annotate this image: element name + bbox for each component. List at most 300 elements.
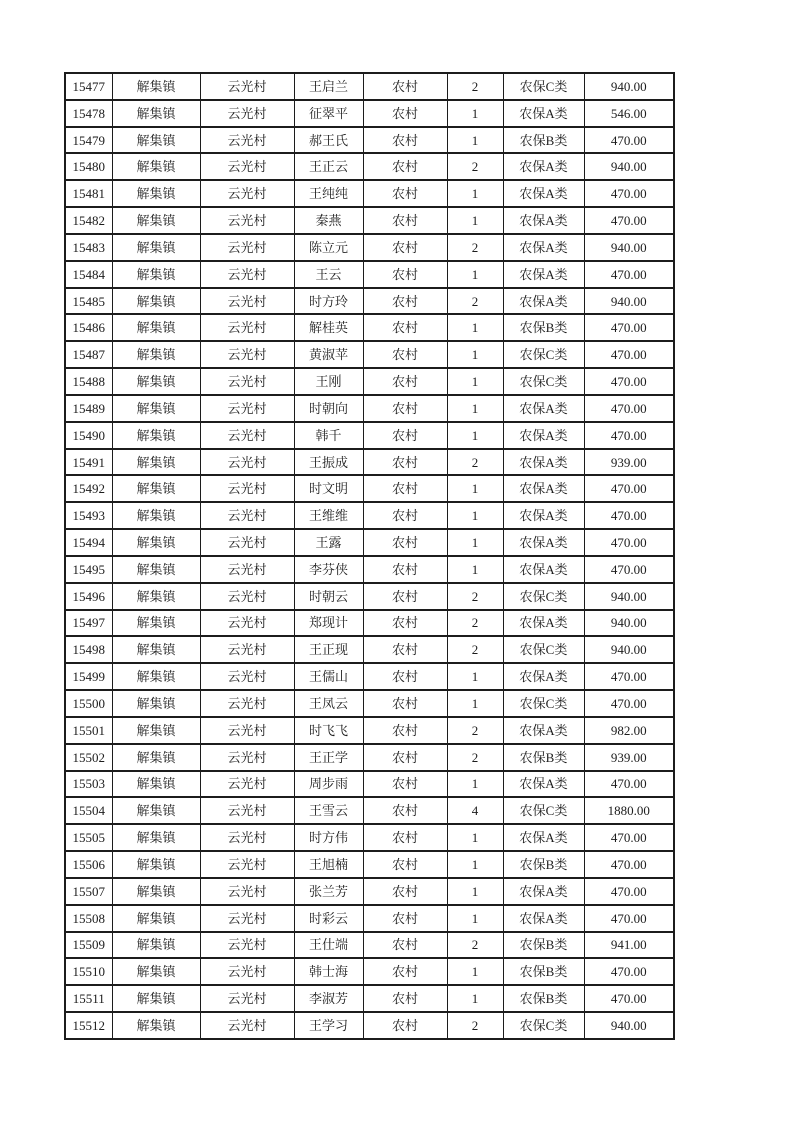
amount-cell: 940.00	[584, 1012, 674, 1039]
amount-cell: 470.00	[584, 422, 674, 449]
residence-type-cell: 农村	[363, 556, 447, 583]
village-cell: 云光村	[200, 73, 294, 100]
amount-cell: 470.00	[584, 207, 674, 234]
insurance-category-cell: 农保A类	[503, 556, 584, 583]
table-row	[65, 583, 674, 610]
village-cell: 云光村	[200, 422, 294, 449]
residence-type-cell: 农村	[363, 636, 447, 663]
amount-cell: 470.00	[584, 314, 674, 341]
residence-type-cell: 农村	[363, 368, 447, 395]
person-count-cell: 2	[447, 1012, 503, 1039]
insurance-category-cell: 农保C类	[503, 73, 584, 100]
residence-type-cell: 农村	[363, 502, 447, 529]
table-row	[65, 878, 674, 905]
village-cell: 云光村	[200, 985, 294, 1012]
table-row	[65, 958, 674, 985]
town-cell: 解集镇	[112, 368, 200, 395]
table-row	[65, 207, 674, 234]
person-count-cell: 2	[447, 73, 503, 100]
person-name-cell: 时朝向	[294, 395, 363, 422]
insurance-category-cell: 农保C类	[503, 690, 584, 717]
amount-cell: 939.00	[584, 744, 674, 771]
person-count-cell: 1	[447, 529, 503, 556]
table-row	[65, 395, 674, 422]
town-cell: 解集镇	[112, 824, 200, 851]
person-name-cell: 王正云	[294, 153, 363, 180]
person-count-cell: 2	[447, 234, 503, 261]
sequence-number-cell: 15478	[65, 100, 112, 127]
sequence-number-cell: 15484	[65, 261, 112, 288]
town-cell: 解集镇	[112, 744, 200, 771]
town-cell: 解集镇	[112, 475, 200, 502]
pension-subsidy-table	[64, 72, 675, 1040]
person-name-cell: 韩士海	[294, 958, 363, 985]
amount-cell: 470.00	[584, 851, 674, 878]
person-name-cell: 李芬侠	[294, 556, 363, 583]
village-cell: 云光村	[200, 744, 294, 771]
sequence-number-cell: 15491	[65, 449, 112, 476]
town-cell: 解集镇	[112, 73, 200, 100]
insurance-category-cell: 农保A类	[503, 771, 584, 798]
table-row	[65, 663, 674, 690]
village-cell: 云光村	[200, 288, 294, 315]
town-cell: 解集镇	[112, 127, 200, 154]
person-name-cell: 征翠平	[294, 100, 363, 127]
table-row	[65, 824, 674, 851]
insurance-category-cell: 农保B类	[503, 932, 584, 959]
person-count-cell: 2	[447, 153, 503, 180]
person-name-cell: 王儒山	[294, 663, 363, 690]
sequence-number-cell: 15490	[65, 422, 112, 449]
person-name-cell: 时飞飞	[294, 717, 363, 744]
town-cell: 解集镇	[112, 153, 200, 180]
person-count-cell: 1	[447, 985, 503, 1012]
table-row	[65, 636, 674, 663]
person-count-cell: 1	[447, 314, 503, 341]
sequence-number-cell: 15504	[65, 797, 112, 824]
amount-cell: 940.00	[584, 73, 674, 100]
residence-type-cell: 农村	[363, 610, 447, 637]
person-name-cell: 周步雨	[294, 771, 363, 798]
amount-cell: 470.00	[584, 502, 674, 529]
village-cell: 云光村	[200, 127, 294, 154]
village-cell: 云光村	[200, 824, 294, 851]
village-cell: 云光村	[200, 905, 294, 932]
table-row	[65, 368, 674, 395]
residence-type-cell: 农村	[363, 690, 447, 717]
amount-cell: 470.00	[584, 958, 674, 985]
table-row	[65, 771, 674, 798]
residence-type-cell: 农村	[363, 797, 447, 824]
table-row	[65, 341, 674, 368]
sequence-number-cell: 15498	[65, 636, 112, 663]
town-cell: 解集镇	[112, 797, 200, 824]
person-name-cell: 王正学	[294, 744, 363, 771]
town-cell: 解集镇	[112, 663, 200, 690]
village-cell: 云光村	[200, 610, 294, 637]
residence-type-cell: 农村	[363, 932, 447, 959]
residence-type-cell: 农村	[363, 73, 447, 100]
table-row	[65, 422, 674, 449]
town-cell: 解集镇	[112, 207, 200, 234]
person-name-cell: 王仕端	[294, 932, 363, 959]
insurance-category-cell: 农保C类	[503, 636, 584, 663]
table-row	[65, 717, 674, 744]
table-row	[65, 610, 674, 637]
person-name-cell: 王振成	[294, 449, 363, 476]
town-cell: 解集镇	[112, 583, 200, 610]
residence-type-cell: 农村	[363, 529, 447, 556]
village-cell: 云光村	[200, 368, 294, 395]
insurance-category-cell: 农保A类	[503, 878, 584, 905]
amount-cell: 470.00	[584, 690, 674, 717]
village-cell: 云光村	[200, 180, 294, 207]
village-cell: 云光村	[200, 314, 294, 341]
amount-cell: 470.00	[584, 368, 674, 395]
sequence-number-cell: 15493	[65, 502, 112, 529]
person-name-cell: 郝王氏	[294, 127, 363, 154]
person-name-cell: 韩千	[294, 422, 363, 449]
sequence-number-cell: 15488	[65, 368, 112, 395]
village-cell: 云光村	[200, 717, 294, 744]
person-name-cell: 王学习	[294, 1012, 363, 1039]
sequence-number-cell: 15487	[65, 341, 112, 368]
insurance-category-cell: 农保A类	[503, 502, 584, 529]
table-row	[65, 234, 674, 261]
residence-type-cell: 农村	[363, 663, 447, 690]
person-name-cell: 王雪云	[294, 797, 363, 824]
sequence-number-cell: 15511	[65, 985, 112, 1012]
residence-type-cell: 农村	[363, 1012, 447, 1039]
insurance-category-cell: 农保A类	[503, 905, 584, 932]
amount-cell: 940.00	[584, 234, 674, 261]
table-row	[65, 851, 674, 878]
village-cell: 云光村	[200, 958, 294, 985]
person-count-cell: 1	[447, 100, 503, 127]
sequence-number-cell: 15502	[65, 744, 112, 771]
town-cell: 解集镇	[112, 851, 200, 878]
person-count-cell: 1	[447, 771, 503, 798]
table-row	[65, 449, 674, 476]
person-count-cell: 2	[447, 932, 503, 959]
village-cell: 云光村	[200, 851, 294, 878]
village-cell: 云光村	[200, 261, 294, 288]
person-name-cell: 王正现	[294, 636, 363, 663]
sequence-number-cell: 15508	[65, 905, 112, 932]
sequence-number-cell: 15492	[65, 475, 112, 502]
person-name-cell: 张兰芳	[294, 878, 363, 905]
village-cell: 云光村	[200, 797, 294, 824]
insurance-category-cell: 农保A类	[503, 100, 584, 127]
town-cell: 解集镇	[112, 690, 200, 717]
town-cell: 解集镇	[112, 502, 200, 529]
town-cell: 解集镇	[112, 314, 200, 341]
person-count-cell: 1	[447, 368, 503, 395]
town-cell: 解集镇	[112, 341, 200, 368]
residence-type-cell: 农村	[363, 958, 447, 985]
town-cell: 解集镇	[112, 556, 200, 583]
table-row	[65, 127, 674, 154]
town-cell: 解集镇	[112, 985, 200, 1012]
town-cell: 解集镇	[112, 100, 200, 127]
village-cell: 云光村	[200, 1012, 294, 1039]
residence-type-cell: 农村	[363, 261, 447, 288]
town-cell: 解集镇	[112, 261, 200, 288]
insurance-category-cell: 农保B类	[503, 314, 584, 341]
residence-type-cell: 农村	[363, 905, 447, 932]
table-row	[65, 73, 674, 100]
residence-type-cell: 农村	[363, 475, 447, 502]
amount-cell: 470.00	[584, 180, 674, 207]
amount-cell: 470.00	[584, 529, 674, 556]
person-name-cell: 王凤云	[294, 690, 363, 717]
sequence-number-cell: 15477	[65, 73, 112, 100]
sequence-number-cell: 15503	[65, 771, 112, 798]
residence-type-cell: 农村	[363, 314, 447, 341]
amount-cell: 470.00	[584, 341, 674, 368]
person-count-cell: 2	[447, 636, 503, 663]
person-name-cell: 秦燕	[294, 207, 363, 234]
sequence-number-cell: 15510	[65, 958, 112, 985]
person-name-cell: 时文明	[294, 475, 363, 502]
sequence-number-cell: 15485	[65, 288, 112, 315]
amount-cell: 470.00	[584, 771, 674, 798]
insurance-category-cell: 农保C类	[503, 341, 584, 368]
person-count-cell: 1	[447, 905, 503, 932]
sequence-number-cell: 15489	[65, 395, 112, 422]
village-cell: 云光村	[200, 583, 294, 610]
person-count-cell: 1	[447, 824, 503, 851]
table-row	[65, 502, 674, 529]
person-count-cell: 2	[447, 449, 503, 476]
person-count-cell: 1	[447, 395, 503, 422]
person-count-cell: 1	[447, 207, 503, 234]
town-cell: 解集镇	[112, 610, 200, 637]
insurance-category-cell: 农保A类	[503, 261, 584, 288]
amount-cell: 941.00	[584, 932, 674, 959]
amount-cell: 470.00	[584, 905, 674, 932]
insurance-category-cell: 农保A类	[503, 717, 584, 744]
amount-cell: 470.00	[584, 127, 674, 154]
village-cell: 云光村	[200, 636, 294, 663]
sequence-number-cell: 15501	[65, 717, 112, 744]
residence-type-cell: 农村	[363, 395, 447, 422]
residence-type-cell: 农村	[363, 824, 447, 851]
insurance-category-cell: 农保B类	[503, 985, 584, 1012]
sequence-number-cell: 15479	[65, 127, 112, 154]
amount-cell: 940.00	[584, 288, 674, 315]
town-cell: 解集镇	[112, 771, 200, 798]
sequence-number-cell: 15512	[65, 1012, 112, 1039]
person-count-cell: 1	[447, 663, 503, 690]
insurance-category-cell: 农保B类	[503, 958, 584, 985]
residence-type-cell: 农村	[363, 100, 447, 127]
insurance-category-cell: 农保A类	[503, 180, 584, 207]
person-name-cell: 黄淑苹	[294, 341, 363, 368]
person-count-cell: 1	[447, 261, 503, 288]
amount-cell: 1880.00	[584, 797, 674, 824]
person-count-cell: 1	[447, 690, 503, 717]
village-cell: 云光村	[200, 207, 294, 234]
sequence-number-cell: 15496	[65, 583, 112, 610]
residence-type-cell: 农村	[363, 422, 447, 449]
table-row	[65, 529, 674, 556]
amount-cell: 470.00	[584, 395, 674, 422]
person-name-cell: 王旭楠	[294, 851, 363, 878]
insurance-category-cell: 农保A类	[503, 610, 584, 637]
village-cell: 云光村	[200, 395, 294, 422]
table-body	[65, 73, 674, 1039]
sequence-number-cell: 15482	[65, 207, 112, 234]
sequence-number-cell: 15483	[65, 234, 112, 261]
village-cell: 云光村	[200, 475, 294, 502]
person-name-cell: 王露	[294, 529, 363, 556]
residence-type-cell: 农村	[363, 744, 447, 771]
village-cell: 云光村	[200, 234, 294, 261]
table-row	[65, 797, 674, 824]
table-row	[65, 932, 674, 959]
table-row	[65, 1012, 674, 1039]
person-name-cell: 时方伟	[294, 824, 363, 851]
residence-type-cell: 农村	[363, 341, 447, 368]
person-count-cell: 1	[447, 958, 503, 985]
table-row	[65, 100, 674, 127]
village-cell: 云光村	[200, 529, 294, 556]
village-cell: 云光村	[200, 556, 294, 583]
town-cell: 解集镇	[112, 422, 200, 449]
sequence-number-cell: 15500	[65, 690, 112, 717]
village-cell: 云光村	[200, 663, 294, 690]
town-cell: 解集镇	[112, 932, 200, 959]
amount-cell: 982.00	[584, 717, 674, 744]
village-cell: 云光村	[200, 690, 294, 717]
residence-type-cell: 农村	[363, 851, 447, 878]
person-count-cell: 1	[447, 475, 503, 502]
town-cell: 解集镇	[112, 636, 200, 663]
residence-type-cell: 农村	[363, 878, 447, 905]
table-row	[65, 288, 674, 315]
table-row	[65, 556, 674, 583]
table-row	[65, 690, 674, 717]
person-name-cell: 陈立元	[294, 234, 363, 261]
insurance-category-cell: 农保A类	[503, 288, 584, 315]
sequence-number-cell: 15509	[65, 932, 112, 959]
insurance-category-cell: 农保C类	[503, 583, 584, 610]
table-row	[65, 314, 674, 341]
village-cell: 云光村	[200, 341, 294, 368]
residence-type-cell: 农村	[363, 771, 447, 798]
insurance-category-cell: 农保A类	[503, 475, 584, 502]
person-name-cell: 时方玲	[294, 288, 363, 315]
town-cell: 解集镇	[112, 958, 200, 985]
person-count-cell: 1	[447, 502, 503, 529]
residence-type-cell: 农村	[363, 288, 447, 315]
insurance-category-cell: 农保B类	[503, 851, 584, 878]
insurance-category-cell: 农保A类	[503, 153, 584, 180]
person-count-cell: 1	[447, 878, 503, 905]
insurance-category-cell: 农保C类	[503, 1012, 584, 1039]
insurance-category-cell: 农保A类	[503, 234, 584, 261]
person-name-cell: 李淑芳	[294, 985, 363, 1012]
insurance-category-cell: 农保B类	[503, 744, 584, 771]
person-name-cell: 解桂英	[294, 314, 363, 341]
sequence-number-cell: 15505	[65, 824, 112, 851]
amount-cell: 470.00	[584, 556, 674, 583]
sequence-number-cell: 15506	[65, 851, 112, 878]
person-name-cell: 王纯纯	[294, 180, 363, 207]
person-name-cell: 郑现计	[294, 610, 363, 637]
person-count-cell: 2	[447, 288, 503, 315]
town-cell: 解集镇	[112, 449, 200, 476]
insurance-category-cell: 农保C类	[503, 797, 584, 824]
sequence-number-cell: 15494	[65, 529, 112, 556]
residence-type-cell: 农村	[363, 153, 447, 180]
person-count-cell: 1	[447, 341, 503, 368]
table-row	[65, 985, 674, 1012]
person-count-cell: 4	[447, 797, 503, 824]
table-row	[65, 905, 674, 932]
sequence-number-cell: 15495	[65, 556, 112, 583]
person-count-cell: 1	[447, 127, 503, 154]
residence-type-cell: 农村	[363, 985, 447, 1012]
person-count-cell: 1	[447, 180, 503, 207]
insurance-category-cell: 农保A类	[503, 207, 584, 234]
amount-cell: 546.00	[584, 100, 674, 127]
amount-cell: 470.00	[584, 475, 674, 502]
person-name-cell: 时朝云	[294, 583, 363, 610]
insurance-category-cell: 农保C类	[503, 368, 584, 395]
table-row	[65, 153, 674, 180]
village-cell: 云光村	[200, 771, 294, 798]
person-name-cell: 时彩云	[294, 905, 363, 932]
person-name-cell: 王维维	[294, 502, 363, 529]
village-cell: 云光村	[200, 878, 294, 905]
village-cell: 云光村	[200, 100, 294, 127]
amount-cell: 940.00	[584, 153, 674, 180]
village-cell: 云光村	[200, 502, 294, 529]
sequence-number-cell: 15499	[65, 663, 112, 690]
insurance-category-cell: 农保B类	[503, 127, 584, 154]
insurance-category-cell: 农保A类	[503, 422, 584, 449]
insurance-category-cell: 农保A类	[503, 449, 584, 476]
amount-cell: 940.00	[584, 610, 674, 637]
person-count-cell: 2	[447, 717, 503, 744]
insurance-category-cell: 农保A类	[503, 395, 584, 422]
person-count-cell: 2	[447, 610, 503, 637]
town-cell: 解集镇	[112, 529, 200, 556]
village-cell: 云光村	[200, 932, 294, 959]
residence-type-cell: 农村	[363, 449, 447, 476]
residence-type-cell: 农村	[363, 717, 447, 744]
sequence-number-cell: 15486	[65, 314, 112, 341]
person-count-cell: 1	[447, 422, 503, 449]
town-cell: 解集镇	[112, 288, 200, 315]
town-cell: 解集镇	[112, 717, 200, 744]
amount-cell: 470.00	[584, 663, 674, 690]
insurance-category-cell: 农保A类	[503, 824, 584, 851]
village-cell: 云光村	[200, 153, 294, 180]
town-cell: 解集镇	[112, 180, 200, 207]
amount-cell: 470.00	[584, 261, 674, 288]
amount-cell: 939.00	[584, 449, 674, 476]
person-count-cell: 2	[447, 744, 503, 771]
town-cell: 解集镇	[112, 234, 200, 261]
table-row	[65, 475, 674, 502]
table-row	[65, 180, 674, 207]
amount-cell: 940.00	[584, 636, 674, 663]
town-cell: 解集镇	[112, 905, 200, 932]
residence-type-cell: 农村	[363, 583, 447, 610]
